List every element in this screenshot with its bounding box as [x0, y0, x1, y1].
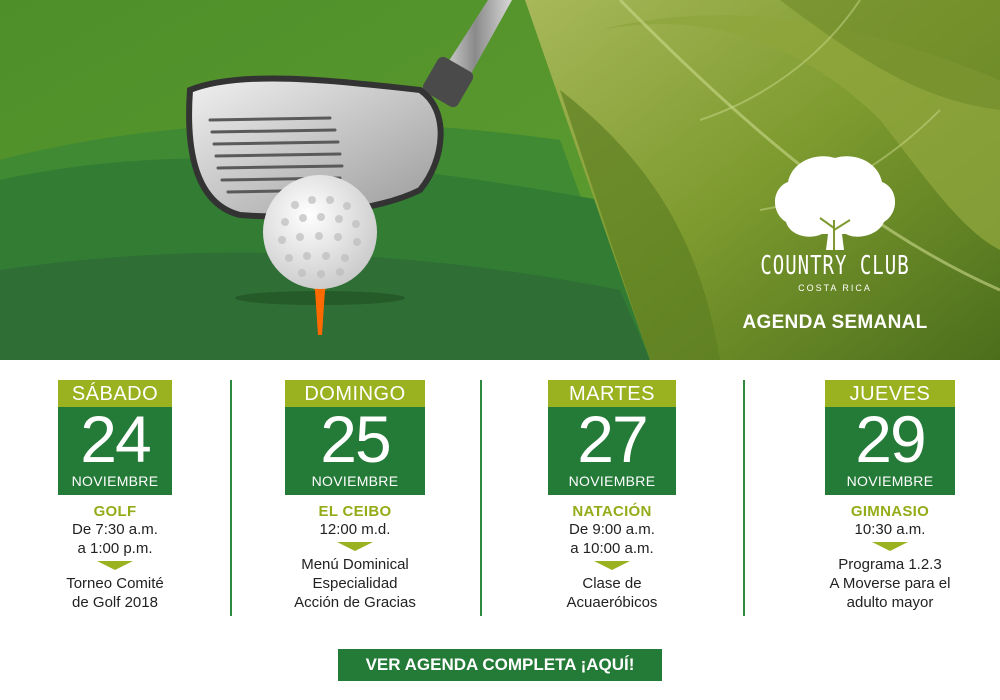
tree-icon — [760, 150, 910, 255]
event-time-line: a 10:00 a.m. — [570, 540, 654, 557]
day-number: 29 — [855, 402, 925, 476]
event-description-line: adulto mayor — [846, 594, 934, 611]
chevron-down-icon — [337, 542, 373, 551]
event-description-line: Especialidad — [312, 575, 398, 592]
logo-name: COUNTRY CLUB — [760, 251, 910, 281]
event-description-line: Acción de Gracias — [294, 594, 416, 611]
event-time-line: 12:00 m.d. — [319, 521, 391, 538]
date-card — [285, 402, 425, 495]
column-divider — [743, 380, 745, 616]
event-time-line: a 1:00 p.m. — [77, 540, 153, 557]
date-card — [548, 402, 676, 495]
day-column-domingo — [260, 380, 450, 612]
chevron-down-icon — [594, 561, 630, 570]
event-time-line: De 7:30 a.m. — [72, 521, 158, 538]
event-description-line: Menú Dominical — [301, 556, 409, 573]
event-description-line: Programa 1.2.3 — [838, 556, 942, 573]
event-title: GIMNASIO — [850, 503, 930, 520]
column-divider — [230, 380, 232, 616]
day-number: 25 — [320, 402, 390, 476]
event-title: EL CEIBO — [318, 503, 392, 520]
page-title: AGENDA SEMANAL — [742, 312, 928, 333]
date-card — [825, 402, 955, 495]
month-label: NOVIEMBRE — [311, 473, 399, 489]
weekday-label: JUEVES — [825, 380, 955, 407]
country-club-logo[interactable] — [760, 150, 910, 300]
event-description-line: Acuaeróbicos — [566, 594, 658, 611]
day-number: 24 — [80, 402, 150, 476]
column-divider — [480, 380, 482, 616]
event-description-line: Clase de — [582, 575, 642, 592]
weekly-agenda — [0, 360, 1000, 700]
event-title: NATACIÓN — [572, 503, 652, 520]
month-label: NOVIEMBRE — [568, 473, 656, 489]
date-card — [58, 402, 172, 495]
chevron-down-icon — [872, 542, 908, 551]
weekday-label: MARTES — [548, 380, 676, 407]
day-column-jueves — [790, 380, 990, 612]
day-column-sabado — [20, 380, 210, 612]
view-full-agenda-button[interactable]: VER AGENDA COMPLETA ¡AQUÍ! — [338, 649, 662, 681]
event-description-line: Torneo Comité — [66, 575, 164, 592]
day-number: 27 — [577, 402, 647, 476]
event-title: GOLF — [93, 503, 137, 520]
event-time-line: 10:30 a.m. — [854, 521, 926, 538]
logo-subtitle: COSTA RICA — [798, 283, 872, 293]
event-description-line: de Golf 2018 — [72, 594, 158, 611]
weekday-label: DOMINGO — [285, 380, 425, 407]
day-column-martes — [517, 380, 707, 612]
event-description-line: A Moverse para el — [829, 575, 951, 592]
chevron-down-icon — [97, 561, 133, 570]
month-label: NOVIEMBRE — [846, 473, 934, 489]
event-time-line: De 9:00 a.m. — [569, 521, 655, 538]
weekday-label: SÁBADO — [58, 380, 172, 407]
month-label: NOVIEMBRE — [71, 473, 159, 489]
